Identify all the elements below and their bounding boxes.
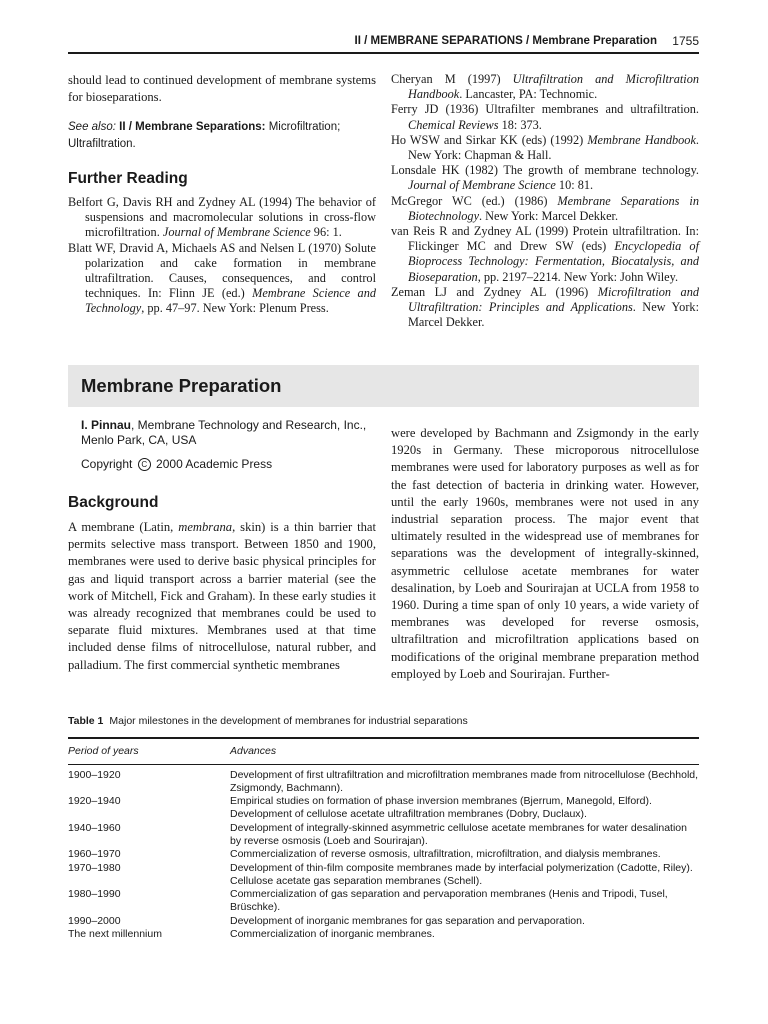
reference-item: McGregor WC (ed.) (1986) Membrane Separations in Biotechnology. New York: Marcel Dekker. — [391, 193, 699, 223]
table-row: 1920–1940 Empirical studies on formation of phase inversion membranes (Bjerrum, Manegold, Elford). Development of cellulose acetate ultrafiltration membranes (Dobry, Duclaux). — [68, 795, 652, 821]
column-header-period: Period of years — [68, 744, 139, 757]
reference-item: Ferry JD (1936) Ultrafilter membranes and ultrafiltration. Chemical Reviews 18: 373. — [391, 102, 699, 132]
reference-item: Zeman LJ and Zydney AL (1996) Microfiltration and Ultrafiltration: Principles and Applications. New York: Marcel Dekker. — [391, 284, 699, 330]
see-also-topics[interactable]: Microfiltration; Ultrafiltration. — [68, 121, 341, 150]
top-left-column — [68, 72, 376, 317]
author-name: I. Pinnau — [81, 418, 132, 432]
column-header-advances: Advances — [230, 744, 277, 757]
further-reading-heading: Further Reading — [68, 170, 188, 187]
table-row: The next millennium Commercialization of inorganic membranes. — [68, 928, 435, 941]
reference-list-left — [68, 195, 376, 317]
table-row: 1990–2000 Development of inorganic membranes for gas separation and pervaporation. — [68, 914, 585, 927]
reference-list-right — [391, 72, 699, 330]
running-head-title: II / MEMBRANE SEPARATIONS / Membrane Preparation — [354, 35, 657, 47]
milestones-table — [68, 715, 699, 941]
article-title-box — [68, 365, 699, 407]
reference-item: Ho WSW and Sirkar KK (eds) (1992) Membrane Handbook. New York: Chapman & Hall. — [391, 132, 699, 163]
see-also-link[interactable]: II / Membrane Separations: — [119, 121, 266, 133]
table-caption: Table 1 Major milestones in the development of membranes for industrial separations — [68, 715, 468, 727]
background-heading: Background — [68, 494, 159, 511]
table-row: 1970–1980 Development of thin-film composite membranes made by interfacial polymerization (Cadotte, Riley). Cellulose acetate gas separation membranes (Schell). — [68, 861, 693, 887]
running-head — [68, 33, 699, 51]
copyright-icon: C — [138, 458, 151, 471]
copyright-line: Copyright C 2000 Academic Press — [81, 457, 273, 471]
body-column-left — [68, 519, 376, 674]
author-block — [81, 418, 371, 472]
body-paragraph-left: A membrane (Latin, membrana, skin) is a thin barrier that permits selective mass transport. Between 1850 and 1900, membranes were used to derive basic physical principles for gas and liquid transport across a barrier material (see the work of Mitchell, Fick and Graham). In these early studies it was already recognized that membranes could be used to separate fluid mixtures. Membranes used at that time included dense films of nitrocellulose, natural rubber, and palladium. The first commercial synthetic membranes — [68, 520, 376, 672]
continued-paragraph: should lead to continued development of membrane systems for bioseparations. — [68, 73, 376, 104]
table-row: 1940–1960 Development of integrally-skinned asymmetric cellulose acetate membranes for water desalination by reverse osmosis (Loeb and Sourirajan). — [68, 821, 687, 847]
body-column-right — [391, 425, 699, 683]
table-body — [68, 765, 699, 942]
page-number: 1755 — [672, 34, 699, 48]
reference-item: Blatt WF, Dravid A, Michaels AS and Nelsen L (1970) Solute polarization and cake formation in membrane ultrafiltration. Causes, consequences, and control techniques. In: Flinn JE (ed.) Membrane Science and Technology, pp. 47–97. New York: Plenum Press. — [68, 240, 376, 316]
see-also-lead: See also: — [68, 121, 116, 133]
reference-item: van Reis R and Zydney AL (1999) Protein ultrafiltration. In: Flickinger MC and Drew SW (eds) Encyclopedia of Bioprocess Technology: Fermentation, Biocatalysis, and Bioseparation, pp. 2197–2214. New York: John Wiley. — [391, 224, 699, 284]
reference-item: Lonsdale HK (1982) The growth of membrane technology. Journal of Membrane Science 10: 81. — [391, 163, 699, 193]
article-title: Membrane Preparation — [81, 375, 282, 396]
header-rule — [68, 52, 699, 54]
author-affiliation: I. Pinnau, Membrane Technology and Research, Inc., Menlo Park, CA, USA — [81, 418, 367, 447]
table-row: 1960–1970 Commercialization of reverse osmosis, ultrafiltration, microfiltration, and dialysis membranes. — [68, 848, 661, 861]
body-paragraph-right: were developed by Bachmann and Zsigmondy in the early 1920s in Germany. These microporous nitrocellulose membranes were used for laboratory purposes as well as for the fast detection of bacteria in drinking water. However, until the early 1960s, membranes were not used in any industrial separation process. The major event that ultimately resulted in the widespread use of membranes for separations was the development of integrally-skinned, asymmetric cellulose acetate membranes for water desalination, by Loeb and Sourirajan at UCLA from 1958 to 1960. During a time span of only 10 years, a wide variety of membranes was developed for reverse osmosis, ultrafiltration and microfiltration applications based on modifications of the original membrane preparation method employed by Loeb and Sourirajan. Further- — [391, 426, 699, 681]
see-also — [68, 119, 376, 152]
reference-item: Belfort G, Davis RH and Zydney AL (1994) The behavior of suspensions and macromolecular solutions in cross-flow microfiltration. Journal of Membrane Science 96: 1. — [68, 195, 376, 240]
reference-item: Cheryan M (1997) Ultrafiltration and Microfiltration Handbook. Lancaster, PA: Technomic. — [391, 72, 699, 102]
table-header — [68, 739, 699, 764]
table-label: Table 1 — [68, 715, 104, 727]
table-row: 1980–1990 Commercialization of gas separation and pervaporation membranes (Henis and Tripodi, Tusel, Brüschke). — [68, 888, 668, 914]
table-row: 1900–1920 Development of first ultrafiltration and microfiltration membranes made from nitrocellulose (Bechhold, Zsigmondy, Bachmann). — [68, 768, 699, 794]
